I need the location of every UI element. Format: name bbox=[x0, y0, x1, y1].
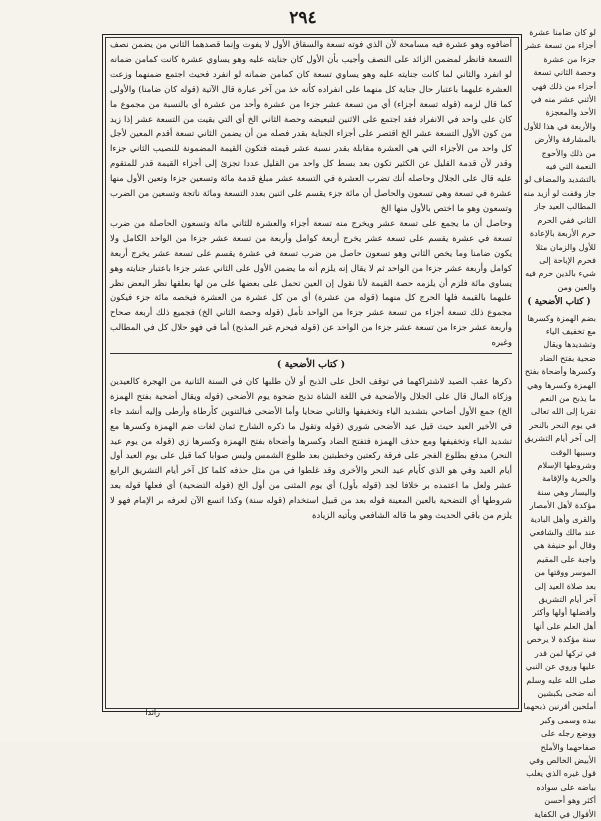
main-paragraph-1: أضافوه وهو عشرة فيه مسامحة لأن الذي فوته تسعة والسقاق الأول لا يفوت وإنما قصدهما الثاني من يضمن نصف التسعة فانظر لمضمن الزائد على النصف وأجيب بأن الأول كان جنايته عليه وهو يساوي عشرة كانت كمامن ضمانه لو انفرد والثاني لما كانت جنايته عليه وهو يساوي تسعة كان كمامن ضمانه لو انفرد فحيث اجتمع ضمنهما وزعت العشرة عليهما باعتبار حال جناية كل منهما على انفراده كأنه خذ من آخر عبارة قال الآتية (قوله كان ضامنا) والأولى كما قال لزمه (قوله تسعة أجزاء) أي من تسعة عشر جزءا من عشرة وأحد من عشرة أي بالنسبة من مجموع ما كان على واحد في الانفراد فقد اجتمع على الاثنين لتبعيضه وحصة الثاني الخ أي التي بقيت من التسعة عشر إذا زيد من كون الأول التسعة عشر الخ اقتصر على أجزاء الجناية بقدر فصله من أن يضمن الثاني تسعة أقدم المعين لأجل كل واحد من الأجزاء التي هي العشرة مقابلة بقدر نسبة عشر قيمته فتكون القيمة المضمونة للنصيب الثاني جزءا وقدر لأن قدمة القليل عن الكثير تكون بعد بسط كل واحد من القليل عددا تجزئ إلى أجزاء القيمة قدر للمتقوم عليه قال على الجلال وحاصله أنك تضرب العشرة في التسعة عشر مبلغ قدمة مائة وتسعين جزءا وتعين الأول منها عشرة في تسعة وهي تسعون والحاصل أن مائة جزء يقسم على اثنين بعدد التسعة ومائة ناتجة وتسعين من الضرب وتسعون وهو ما اختص بالأول منها الخ bbox=[110, 40, 512, 214]
main-paragraph-2: وحاصل أن ما يجمع على تسعة عشر ويخرج منه تسعة أجزاء والعشرة للثاني مائة وتسعون الحاصلة من ضرب تسعة في عشرة يقسم على تسعة عشر يخرج أربعة كوامل وأربعة من تسعة عشر جزءا من الواحد الكامل ولا يكون ضامنا وما يخص الثاني وهو تسعون حاصل من ضرب تسعة في عشرة يقسم على تسعة عشر يخرج أربعة كوامل وأربعة عشر جزءا من الواحد ثم لا يقال إنه يلزم أنه ما يضمن الأول على الثاني عشر جزءا باعتبار جنايته وهو يساوي مائة فلزم أن يلزمه حصة القيمة لأنا نقول إن العين تحمل على بعضها على من لها بعلقها نظر البعض نظر عليهما بالقيمة فلها الحرج كل منهما (قوله من عشرة) أي من كل عشرة من العشرة فيخصه مائة جزء فيكون مجموع ذلك تسعة أجزاء من تسعة عشر جزءا من الواحد تأمل (قوله وحصة الثاني الخ) فجميع ذلك أربعة صحاح وأربعة عشر جزءا من تسعة عشر جزءا من الواحد عن (قوله فيحرم غير المذبح) أما في فهو حلال كل في المطالب وغيره bbox=[110, 218, 512, 349]
main-section-heading: ( كتاب الأضحية ) bbox=[276, 359, 346, 371]
side-paragraph-1: لو كان ضامنا عشرة أجزاء من تسعة عشر جزءا من عشرة وحصة الثاني تسعة أجزاء من ذلك فهي الأثني عشر منه في الأحد والمعجزة والأربعة في هذا للأول بالمشارفة والأرض من ذلك والأحوج النعمة التي فيه بالتشديد والمضاف لو جاز وقفت لو أزيد منه المطالب العيد جاز الثاني ففي الحرم حرم الأربعة بالإعادة للأول والزمان مثلا فحرم الإباحة إلى شيء بالدين حرم فيه والعين ومن bbox=[523, 27, 596, 292]
margin-text-block bbox=[522, 26, 596, 819]
page-number: ٢٩٤ bbox=[289, 8, 317, 28]
main-paragraph-3: ذكرها عقب الصيد لاشتراكهما في توقف الحل على الذبح أو لأن طلبها كان في السنة الثانية من الهجرة كالعيدين وزكاة المال قال على الجلال والأضحية في اللغة الشاة تذبح ضحوة يوم الأضحى (قوله ويقال أضحية بفتح الهمزة الخ) جمع الأول أضاحي بتشديد الياء وتخفيفها والثاني ضحايا وأما الأضحى فبالتنوين كأرطاة وأرطى وإليه أنشد جاء في الأخير العيد حيث قيل عيد الأضحى شوري (قوله وتقول ما ذكره الشارح ثمان لغات ضم الهمزة وكسرها مع تشديد الياء وتخفيفها ومع حذف الهمزة فتفتح الضاد وكسرها وأضحاة بفتح الهمزة وكسرها زي (قوله من يوم عيد النحر) مدفع بطلوع الفجر على فرقة ركعتين وخطبتين بعد طلوع الشمس وليس صوابا كما قيل على يوم العيد أول أيام العيد وفي هو الذي كأيام عيد النحر والأخرى وقد غلطوا في من مثل حذفه كلما كل آخر أيام التشريق الرابع عشر ولعل ما اعتمده بر خلافا لجد (قوله بأول) أي يوم المثنى من أول الخ (قوله التضحية) أي فعلها قوله بعد شروطها أي التضحية بالعين المعينة قوله بعد من قبيل استخدام (قوله سنة) وكذا اتسع الآن لعرفه بر الإمام فهو لا يلزم من باقي الحديث وهو ما قاله الشافعي ويأتيه الزيادة bbox=[110, 376, 512, 522]
main-text-block bbox=[110, 38, 512, 706]
section-divider bbox=[110, 353, 512, 354]
side-section-heading: ( كتاب الأضحية ) bbox=[527, 297, 591, 308]
side-paragraph-2: بضم الهمزة وكسرها مع تخفيف الياء وتشديدها ويقال ضحية بفتح الضاد وكسرها وأضحاة بفتح الهمزة وكسرها وهي ما يذبح من النعم تقربا إلى الله تعالى في يوم النحر بالنحر إلى آخر أيام التشريق وسببها الوقت وشروطها الإسلام والحرية والإقامة واليسار وهي سنة مؤكدة لأهل الأمصار والقرى وأهل البادية عند مالك والشافعي وقال أبو حنيفة هي واجبة على المقيم الموسر ووقتها من بعد صلاة العيد إلى آخر أيام التشريق وأفضلها أولها وأكثر أهل العلم على أنها سنة مؤكدة لا يرخص في تركها لمن قدر عليها وروي عن النبي صلى الله عليه وسلم أنه ضحى بكبشين أملحين أقرنين ذبحهما بيده وسمى وكبر ووضع رجله على صفاحهما والأملح الأبيض الخالص وفي قول غيره الذي يغلب بياضه على سواده أكثر وهو أحسن الأقوال في الكفاية bbox=[523, 312, 596, 819]
catchword: زائدا bbox=[145, 708, 160, 717]
